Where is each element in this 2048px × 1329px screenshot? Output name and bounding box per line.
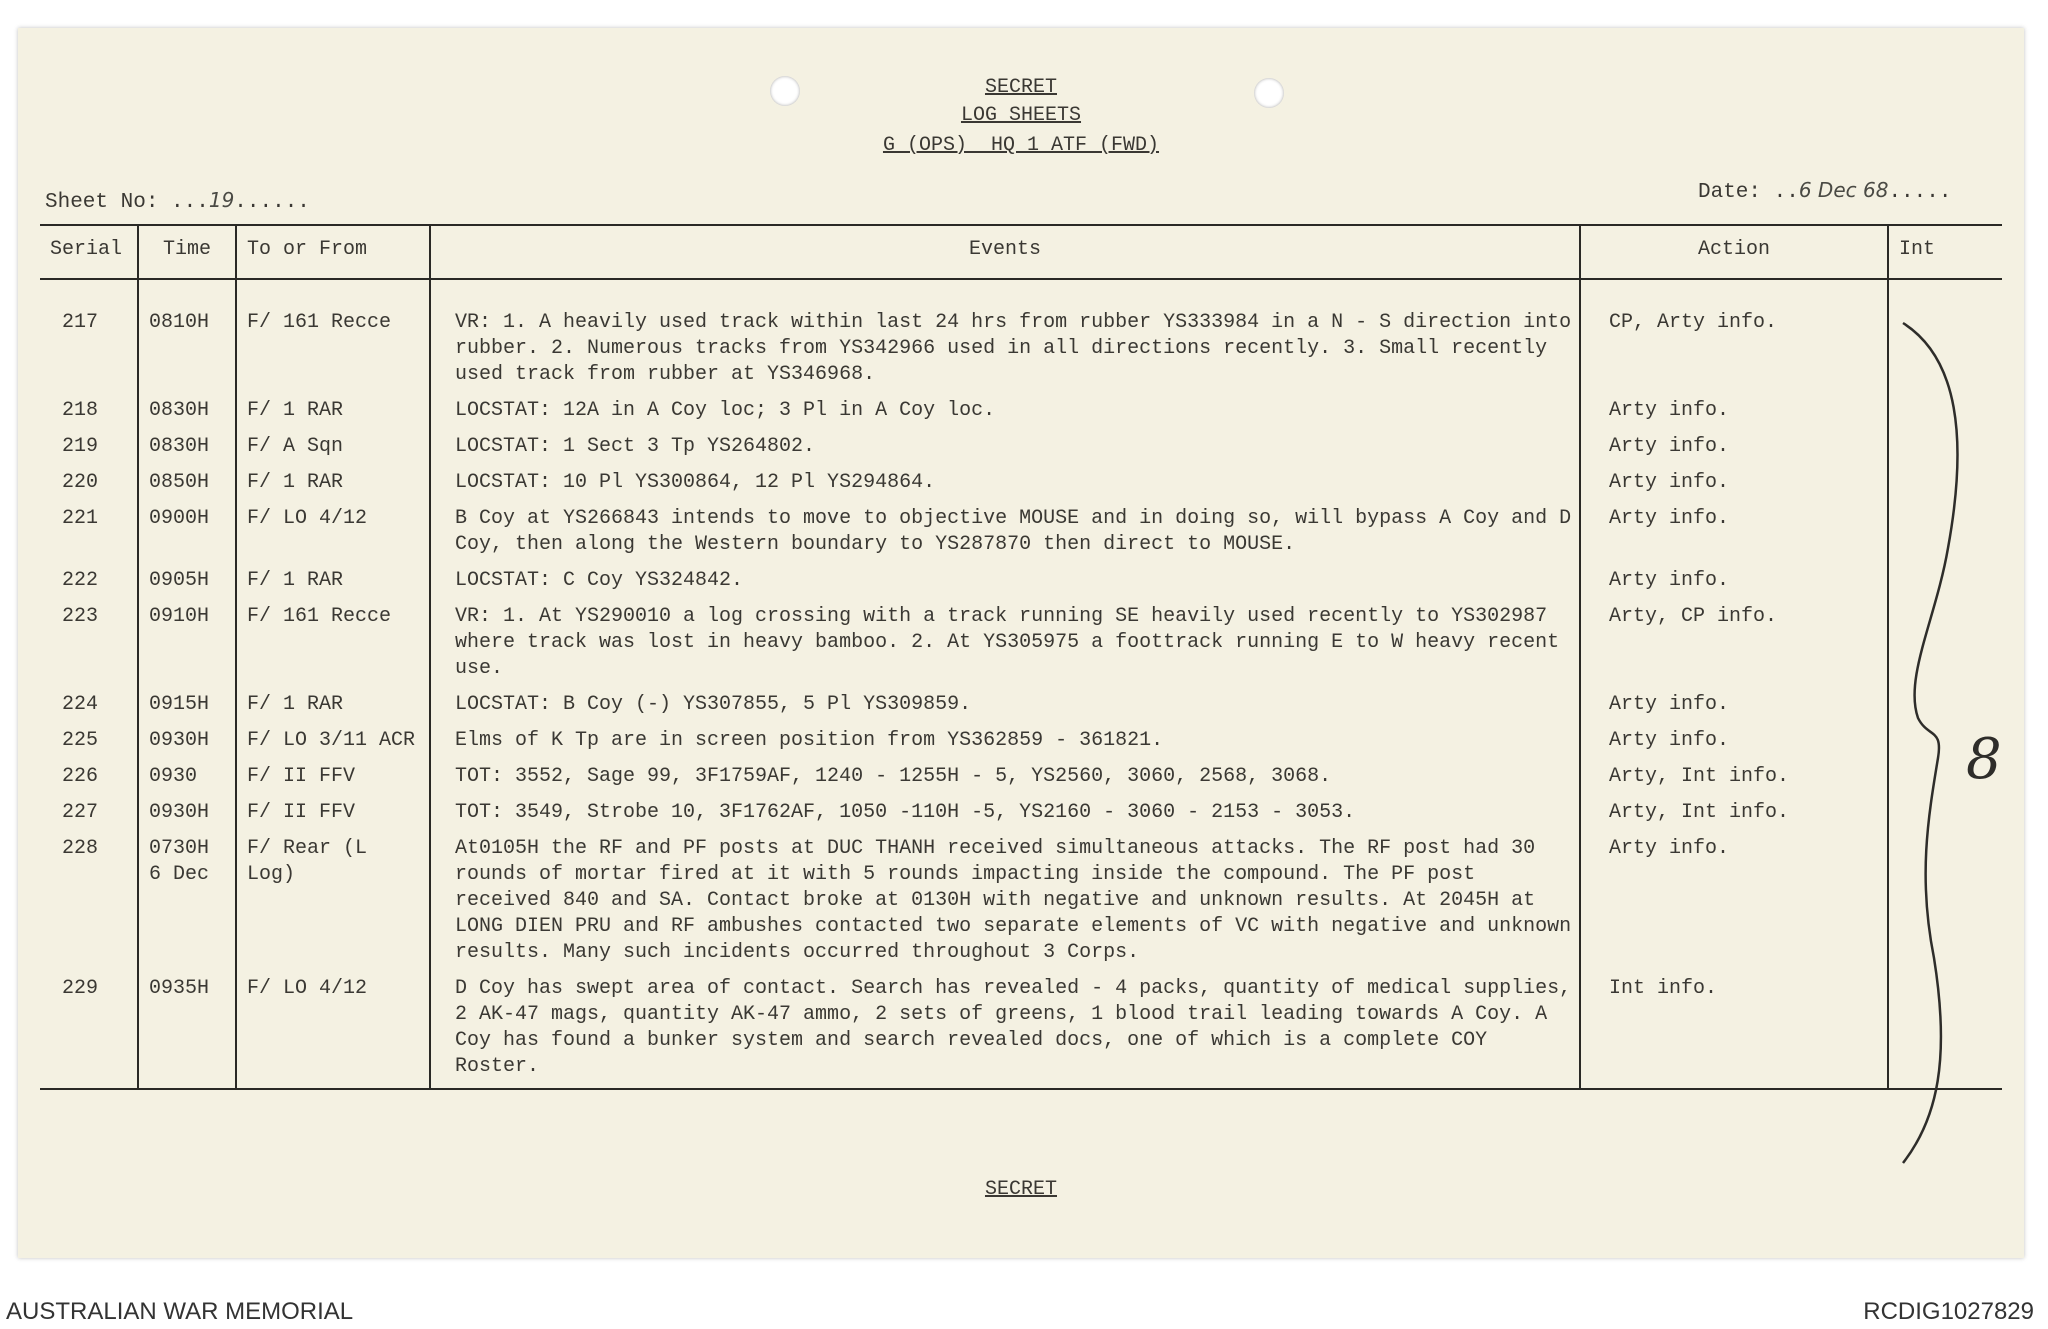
classification-footer: SECRET	[984, 1178, 1057, 1201]
cell-action: CP, Arty info.	[1580, 279, 1888, 390]
sheet-number-dots-after: ......	[234, 191, 310, 214]
cell-time: 0830H	[138, 426, 236, 462]
cell-time: 0810H	[138, 279, 236, 390]
table-row	[40, 828, 2002, 968]
cell-time: 0830H	[138, 390, 236, 426]
cell-to-from: F/ 1 RAR	[236, 390, 430, 426]
int-bracket-line	[1903, 323, 1958, 1163]
date-dots-after: .....	[1888, 181, 1952, 204]
cell-time: 0850H	[138, 462, 236, 498]
unit-heading: G (OPS) HQ 1 ATF (FWD)	[882, 134, 1160, 157]
cell-to-from: F/ Rear (L Log)	[236, 828, 430, 968]
table-row	[40, 426, 2002, 462]
log-table-frame	[40, 224, 2002, 1090]
cell-events: LOCSTAT: B Coy (-) YS307855, 5 Pl YS309859.	[430, 684, 1580, 720]
cell-action: Arty info.	[1580, 560, 1888, 596]
cell-events: LOCSTAT: 10 Pl YS300864, 12 Pl YS294864.	[430, 462, 1580, 498]
cell-events: B Coy at YS266843 intends to move to objective MOUSE and in doing so, will bypass A Coy and D Coy, then along the Western boundary to YS287870 then direct to MOUSE.	[430, 498, 1580, 560]
cell-action: Arty, CP info.	[1580, 596, 1888, 684]
cell-time: 0935H	[138, 968, 236, 1088]
table-row	[40, 390, 2002, 426]
cell-serial: 218	[62, 399, 99, 422]
table-row	[40, 560, 2002, 596]
cell-action: Arty info.	[1580, 684, 1888, 720]
archive-watermark: AUSTRALIAN WAR MEMORIAL	[6, 1298, 354, 1325]
cell-to-from: F/ LO 3/11 ACR	[236, 720, 430, 756]
cell-serial: 224	[62, 693, 99, 716]
cell-action: Arty info.	[1580, 828, 1888, 968]
cell-serial: 220	[62, 471, 99, 494]
table-row	[40, 462, 2002, 498]
cell-serial: 217	[62, 311, 99, 334]
table-row	[40, 684, 2002, 720]
column-header-time: Time	[138, 226, 236, 279]
cell-events: VR: 1. At YS290010 a log crossing with a track running SE heavily used recently to YS302987 where track was lost in heavy bamboo. 2. At YS305975 a foottrack running E to W heavy recent use.	[430, 596, 1580, 684]
cell-action: Arty, Int info.	[1580, 756, 1888, 792]
column-header-int: Int	[1888, 226, 2002, 279]
cell-to-from: F/ 161 Recce	[236, 596, 430, 684]
cell-time: 0930	[138, 756, 236, 792]
cell-to-from: F/ 1 RAR	[236, 560, 430, 596]
sheet-number-value: 19	[208, 188, 235, 212]
table-header-row	[40, 226, 2002, 279]
cell-serial: 226	[62, 765, 99, 788]
table-row	[40, 279, 2002, 390]
sheet-number	[45, 188, 310, 214]
cell-to-from: F/ 1 RAR	[236, 684, 430, 720]
cell-action: Arty info.	[1580, 720, 1888, 756]
table-row	[40, 756, 2002, 792]
table-row	[40, 968, 2002, 1088]
cell-time: 0905H	[138, 560, 236, 596]
sheet-number-label: Sheet No:	[45, 191, 159, 214]
sheet-number-dots-before: ...	[171, 191, 209, 214]
table-row	[40, 498, 2002, 560]
cell-serial: 221	[62, 507, 99, 530]
cell-events: TOT: 3552, Sage 99, 3F1759AF, 1240 - 1255H - 5, YS2560, 3060, 2568, 3068.	[430, 756, 1580, 792]
int-handwritten-mark: 8	[1966, 727, 2002, 792]
cell-action: Arty info.	[1580, 390, 1888, 426]
cell-to-from: F/ LO 4/12	[236, 498, 430, 560]
log-entries	[40, 279, 2002, 1088]
log-sheet-paper	[18, 28, 2024, 1258]
cell-to-from: F/ LO 4/12	[236, 968, 430, 1088]
cell-action: Int info.	[1580, 968, 1888, 1088]
log-table	[40, 226, 2002, 1088]
document-title: LOG SHEETS	[960, 104, 1082, 127]
cell-serial: 222	[62, 569, 99, 592]
cell-time: 0930H	[138, 720, 236, 756]
column-header-to-from: To or From	[236, 226, 430, 279]
table-row	[40, 720, 2002, 756]
date-dots-before: ..	[1773, 181, 1799, 204]
cell-to-from: F/ II FFV	[236, 756, 430, 792]
cell-time: 0915H	[138, 684, 236, 720]
column-header-action: Action	[1580, 226, 1888, 279]
cell-serial: 229	[62, 977, 99, 1000]
cell-action: Arty info.	[1580, 426, 1888, 462]
record-id: RCDIG1027829	[1863, 1298, 2034, 1325]
cell-to-from: F/ 161 Recce	[236, 279, 430, 390]
column-header-events: Events	[430, 226, 1580, 279]
cell-events: LOCSTAT: 1 Sect 3 Tp YS264802.	[430, 426, 1580, 462]
cell-action: Arty info.	[1580, 462, 1888, 498]
cell-events: TOT: 3549, Strobe 10, 3F1762AF, 1050 -110H -5, YS2160 - 3060 - 2153 - 3053.	[430, 792, 1580, 828]
cell-events: VR: 1. A heavily used track within last 24 hrs from rubber YS333984 in a N - S direction into rubber. 2. Numerous tracks from YS342966 used in all directions recently. 3. Small recently used track from rubber at YS346968.	[430, 279, 1580, 390]
cell-serial: 228	[62, 837, 99, 860]
cell-to-from: F/ II FFV	[236, 792, 430, 828]
cell-events: LOCSTAT: C Coy YS324842.	[430, 560, 1580, 596]
classification-header: SECRET	[984, 76, 1057, 99]
column-header-serial: Serial	[40, 226, 138, 279]
cell-time: 0930H	[138, 792, 236, 828]
cell-time: 0910H	[138, 596, 236, 684]
cell-serial: 219	[62, 435, 99, 458]
cell-action: Arty info.	[1580, 498, 1888, 560]
cell-to-from: F/ 1 RAR	[236, 462, 430, 498]
sheet-date	[1698, 178, 1951, 204]
cell-serial: 223	[62, 605, 99, 628]
date-value: 6 Dec 68	[1798, 178, 1889, 202]
cell-events: D Coy has swept area of contact. Search has revealed - 4 packs, quantity of medical supplies, 2 AK-47 mags, quantity AK-47 ammo, 2 sets of greens, 1 blood trail leading towards A Coy. A Coy has found a bunker system and search revealed docs, one of which is a complete COY Roster.	[430, 968, 1580, 1088]
cell-time: 0900H	[138, 498, 236, 560]
cell-serial: 225	[62, 729, 99, 752]
table-row	[40, 596, 2002, 684]
int-bracket-mark	[1898, 318, 2008, 1178]
cell-events: Elms of K Tp are in screen position from YS362859 - 361821.	[430, 720, 1580, 756]
cell-events: LOCSTAT: 12A in A Coy loc; 3 Pl in A Coy loc.	[430, 390, 1580, 426]
table-row	[40, 792, 2002, 828]
cell-events: At0105H the RF and PF posts at DUC THANH received simultaneous attacks. The RF post had 30 rounds of mortar fired at it with 5 rounds impacting inside the compound. The PF post received 840 and SA. Contact broke at 0130H with negative and unknown results. At 2045H at LONG DIEN PRU and RF ambushes contacted two separate elements of VC with negative and unknown results. Many such incidents occurred throughout 3 Corps.	[430, 828, 1580, 968]
cell-serial: 227	[62, 801, 99, 824]
cell-action: Arty, Int info.	[1580, 792, 1888, 828]
date-label: Date:	[1698, 181, 1762, 204]
cell-time: 0730H 6 Dec	[138, 828, 236, 968]
cell-to-from: F/ A Sqn	[236, 426, 430, 462]
